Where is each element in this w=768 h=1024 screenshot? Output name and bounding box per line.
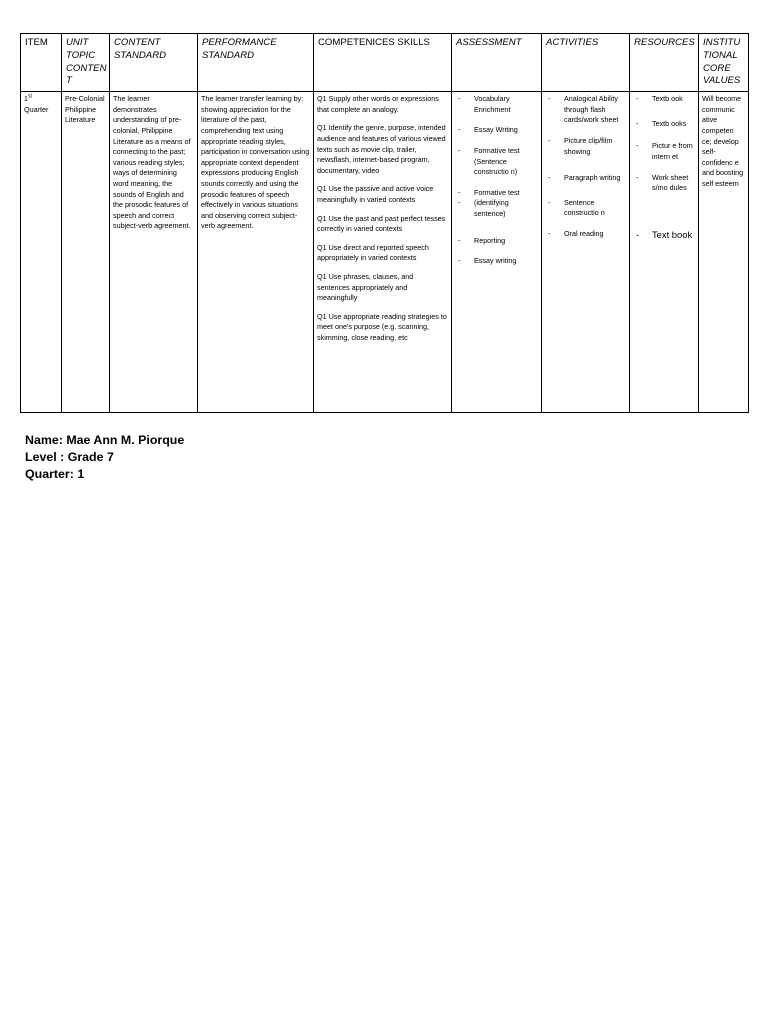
cell-competencies [314, 92, 452, 413]
activity-item: - Analogical Ability through flash cards/work sheet [545, 94, 626, 126]
header-content-standard: CONTENT STANDARD [110, 34, 198, 92]
header-competencies: COMPETENICES SKILLS [314, 34, 452, 92]
header-row [21, 34, 749, 92]
cell-activities [542, 92, 630, 413]
cell-assessment [452, 92, 542, 413]
cell-content-standard: The learner demonstrates understanding of pre-colonial, Philippine Literature as a means of connecting to the past; various reading styles; ways of determining word meaning, the sounds of English and the prosodic features of speech and correct subject-verb agreement. [110, 92, 198, 413]
quarter-label: Quarter: 1 [25, 467, 85, 481]
assessment-item: - Formative test (Sentence constructio n) [455, 146, 538, 178]
assessment-item: - Essay writing [455, 256, 538, 267]
header-assessment: ASSESSMENT [452, 34, 542, 92]
table-row [21, 92, 749, 413]
assessment-item: - Vocabulary Enrichment [455, 94, 538, 115]
cell-resources [630, 92, 699, 413]
competency-item: Q1 Use phrases, clauses, and sentences appropriately and meaningfully [317, 271, 414, 303]
resource-item: - Text book [633, 228, 695, 241]
competency-item: Q1 Use appropriate reading strategies to meet one's purpose (e.g. scanning, skimming, close reading, etc [317, 311, 447, 342]
competency-item: Q1 Use the passive and active voice meaningfully in varied contexts [317, 184, 434, 204]
header-item: ITEM [21, 34, 62, 92]
author-name: Name: Mae Ann M. Piorque [25, 433, 185, 447]
author-info [25, 432, 184, 483]
competency-item: Q1 Supply other words or expressions that complete an analogy. [317, 94, 439, 114]
activity-item: - Picture clip/film showing [545, 136, 626, 157]
resource-item: - Textb ook [633, 94, 695, 105]
assessment-item: - Formative test [455, 188, 538, 199]
curriculum-table [20, 33, 749, 413]
assessment-item: - Essay Writing [455, 125, 538, 136]
header-performance-standard: PERFORMANCE STANDARD [198, 34, 314, 92]
header-resources: RESOURCES [630, 34, 699, 92]
competency-item: Q1 Use the past and past perfect tesses correctly in varied contexts [317, 213, 446, 234]
competency-item: Q1 Use direct and reported speech appropriately in varied contexts [317, 242, 429, 263]
header-core-values: INSTITU TIONAL CORE VALUES [699, 34, 749, 92]
activity-item: - Sentence constructio n [545, 198, 626, 219]
cell-core-values: Will become communic ative competen ce; develop self-confidenc e and boosting self esteem [699, 92, 749, 413]
activity-item: - Oral reading [545, 229, 626, 240]
cell-item: 1st Quarter [21, 92, 62, 413]
assessment-item: - (identifying sentence) [455, 198, 538, 219]
cell-unit-topic: Pre-Colonial Philippine Literature [62, 92, 110, 413]
resource-item: - Textb ooks [633, 119, 695, 130]
grade-level: Level : Grade 7 [25, 450, 114, 464]
activity-item: - Paragraph writing [545, 173, 626, 184]
header-unit-topic: UNIT TOPIC CONTEN T [62, 34, 110, 92]
assessment-item: - Reporting [455, 236, 538, 247]
header-activities: ACTIVITIES [542, 34, 630, 92]
resource-item: - Pictur e from intern et [633, 141, 695, 162]
resource-item: - Work sheet s/mo dules [633, 173, 695, 194]
cell-performance-standard: The learner transfer learning by: showing appreciation for the literature of the past, comprehending text using appropriate reading styles, participation in conversation using appropriate context dependent expressions producing English sounds correctly and using the prosodic features of speech effectively in various situations and observing correct subject-verb agreement. [198, 92, 314, 413]
competency-item: Q1 Identify the genre, purpose, intended audience and features of various viewed texts such as movie clip, trailer, newsflash, internet-based program, documentary, video [317, 123, 446, 175]
